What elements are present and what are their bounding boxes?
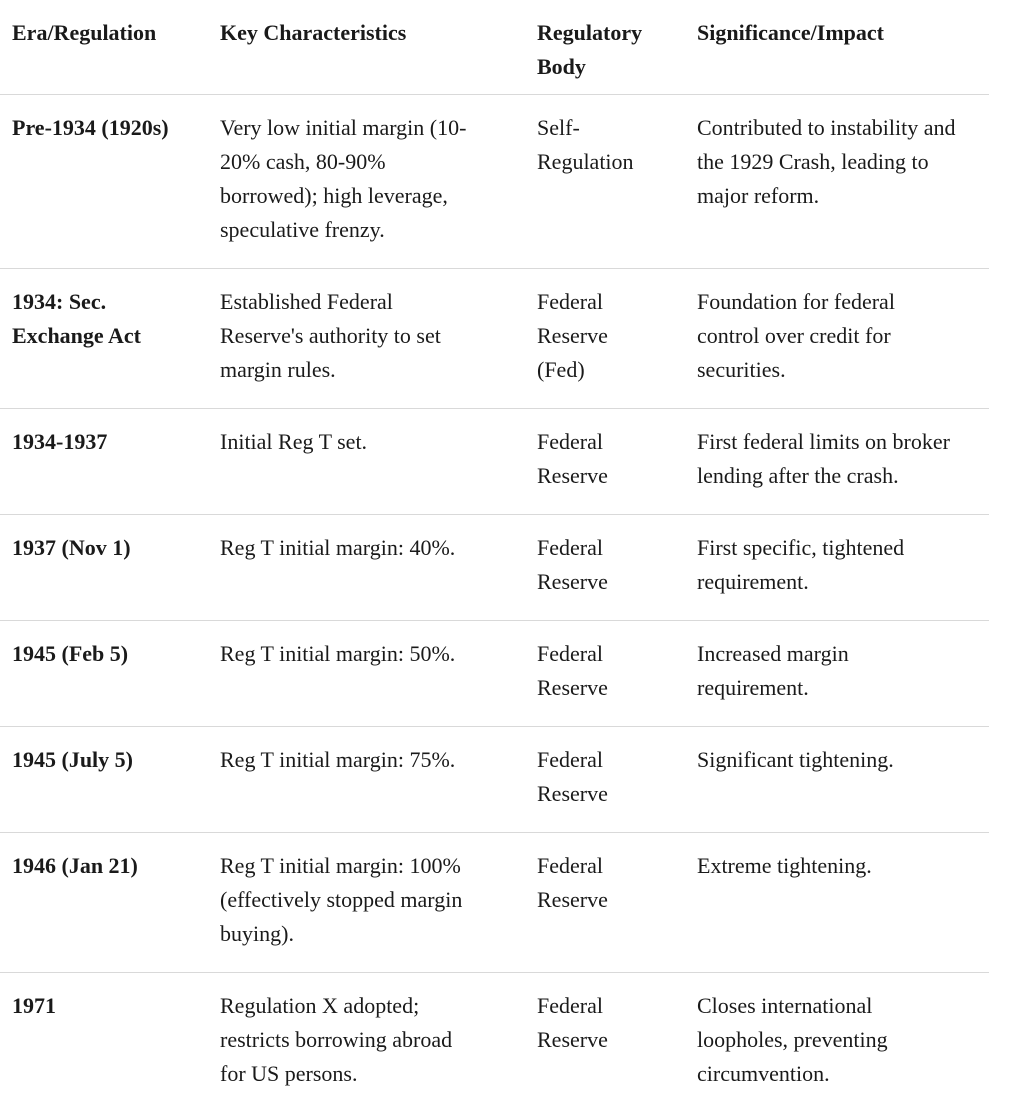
impact-cell: Significant tightening.	[697, 747, 894, 772]
impact-cell: First federal limits on broker lending after the crash.	[697, 429, 950, 488]
characteristics-cell: Reg T initial margin: 100% (effectively stopped margin buying).	[220, 853, 463, 946]
impact-cell: First specific, tightened requirement.	[697, 535, 905, 594]
impact-cell: Foundation for federal control over credit for securities.	[697, 289, 895, 382]
table-row	[0, 621, 989, 727]
era-cell: 1945 (Feb 5)	[12, 641, 129, 666]
table-row	[0, 833, 989, 973]
characteristics-cell: Reg T initial margin: 40%.	[220, 535, 456, 560]
characteristics-cell: Reg T initial margin: 75%.	[220, 747, 456, 772]
table-row	[0, 727, 989, 833]
table-row	[0, 95, 989, 269]
regulatory-body-cell: Federal Reserve	[537, 993, 608, 1052]
era-cell: 1946 (Jan 21)	[12, 853, 138, 878]
header-era: Era/Regulation	[12, 20, 157, 45]
regulatory-body-cell: Federal Reserve	[537, 429, 608, 488]
era-cell: 1971	[12, 993, 56, 1018]
era-cell: 1945 (July 5)	[12, 747, 133, 772]
impact-cell: Extreme tightening.	[697, 853, 872, 878]
regulatory-body-cell: Self- Regulation	[537, 115, 634, 174]
table-header-row	[0, 0, 989, 95]
regulatory-body-cell: Federal Reserve (Fed)	[537, 289, 608, 382]
header-impact: Significance/Impact	[697, 20, 884, 45]
era-cell: 1937 (Nov 1)	[12, 535, 131, 560]
regulatory-body-cell: Federal Reserve	[537, 641, 608, 700]
characteristics-cell: Regulation X adopted; restricts borrowing abroad for US persons.	[220, 993, 453, 1086]
table-row	[0, 269, 989, 409]
table-row	[0, 515, 989, 621]
regulatory-body-cell: Federal Reserve	[537, 853, 608, 912]
characteristics-cell: Reg T initial margin: 50%.	[220, 641, 456, 666]
impact-cell: Increased margin requirement.	[697, 641, 849, 700]
header-regulatory-body: Regulatory Body	[537, 20, 643, 79]
regulatory-body-cell: Federal Reserve	[537, 535, 608, 594]
characteristics-cell: Initial Reg T set.	[220, 429, 368, 454]
impact-cell: Closes international loopholes, preventing circumvention.	[697, 993, 888, 1086]
era-cell: 1934: Sec. Exchange Act	[12, 289, 141, 348]
table-row	[0, 973, 989, 1106]
characteristics-cell: Established Federal Reserve's authority to set margin rules.	[220, 289, 441, 382]
era-cell: Pre-1934 (1920s)	[12, 115, 169, 140]
characteristics-cell: Very low initial margin (10- 20% cash, 80-90% borrowed); high leverage, speculative frenzy.	[220, 115, 467, 242]
header-characteristics: Key Characteristics	[220, 20, 407, 45]
era-cell: 1934-1937	[12, 429, 108, 454]
impact-cell: Contributed to instability and the 1929 Crash, leading to major reform.	[697, 115, 956, 208]
table-row	[0, 409, 989, 515]
regulatory-body-cell: Federal Reserve	[537, 747, 608, 806]
